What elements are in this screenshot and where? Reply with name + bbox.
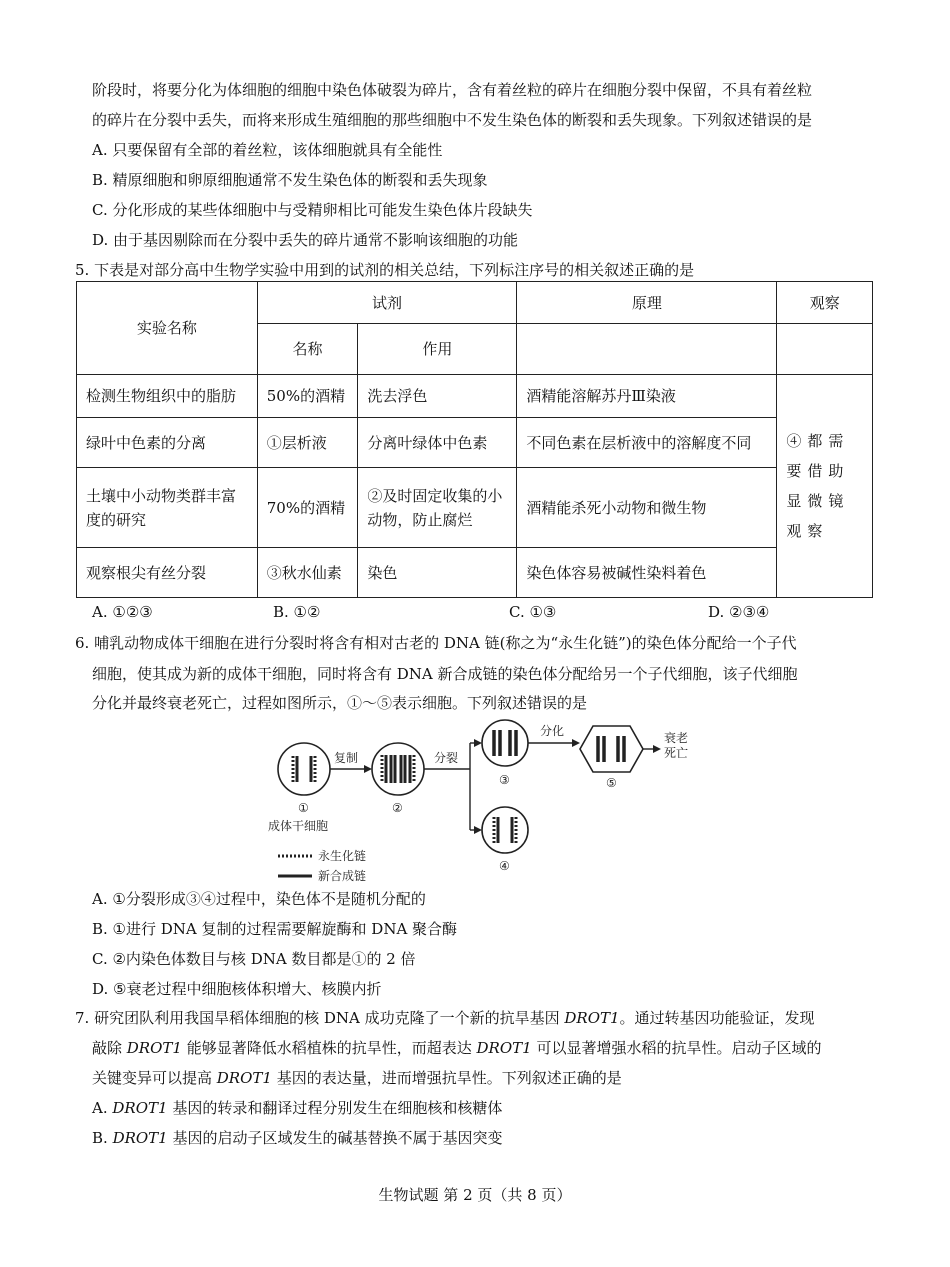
label-cell-5: ⑤: [606, 776, 617, 790]
q4-option-a: A. 只要保留有全部的着丝粒，该体细胞就具有全能性: [92, 141, 443, 159]
q5-stem: 5. 下表是对部分高中生物学实验中用到的试剂的相关总结，下列标注序号的相关叙述正确的是: [75, 261, 695, 279]
cell-experiment: 检测生物组织中的脂肪: [77, 375, 258, 418]
page-footer: 生物试题 第 2 页（共 8 页）: [378, 1186, 572, 1204]
stem-cell-division-diagram: [260, 712, 700, 887]
cell-role: ②及时固定收集的小动物，防止腐烂: [358, 468, 517, 548]
cell-principle: 染色体容易被碱性染料着色: [517, 548, 777, 598]
q7-stem-1: 7. 研究团队利用我国旱稻体细胞的核 DNA 成功克隆了一个新的抗旱基因 DROT1。通过转基因功能验证，发现: [75, 1009, 815, 1027]
q7-option-b: B. DROT1 基因的启动子区域发生的碱基替换不属于基因突变: [92, 1129, 503, 1147]
q4-option-c: C. 分化形成的某些体细胞中与受精卵相比可能发生染色体片段缺失: [92, 201, 533, 219]
reagent-table: [76, 281, 873, 598]
cell-observation-merged: ④都需要借助显微镜观察: [777, 375, 873, 598]
cell-reagent: 50%的酒精: [257, 375, 358, 418]
q4-option-d: D. 由于基因剔除而在分裂中丢失的碎片通常不影响该细胞的功能: [92, 231, 519, 249]
q4-continuation-2: 的碎片在分裂中丢失，而将来形成生殖细胞的那些细胞中不发生染色体的断裂和丢失现象。下列叙述错误的是: [92, 111, 813, 129]
label-cell-4: ④: [499, 859, 510, 873]
cell-4: [482, 807, 528, 853]
label-adult-stem-cell: 成体干细胞: [268, 819, 329, 833]
q7-stem-3: 关键变异可以提高 DROT1 基因的表达量，进而增强抗旱性。下列叙述正确的是: [92, 1069, 622, 1087]
q6-stem-1: 6. 哺乳动物成体干细胞在进行分裂时将含有相对古老的 DNA 链(称之为“永生化链”)的染色体分配给一个子代: [75, 634, 797, 652]
header-principle-blank: [517, 324, 777, 375]
header-reagent: 试剂: [257, 282, 517, 324]
q6-option-a: A. ①分裂形成③④过程中，染色体不是随机分配的: [92, 890, 426, 908]
legend-new-strand-label: 新合成链: [318, 869, 367, 883]
cell-role: 分离叶绿体中色素: [358, 418, 517, 468]
q6-option-d: D. ⑤衰老过程中细胞核体积增大、核膜内折: [92, 980, 382, 998]
table-row: [77, 468, 873, 548]
q4-option-b: B. 精原细胞和卵原细胞通常不发生染色体的断裂和丢失现象: [92, 171, 488, 189]
label-divide: 分裂: [434, 751, 459, 765]
cell-principle: 不同色素在层析液中的溶解度不同: [517, 418, 777, 468]
cell-role: 洗去浮色: [358, 375, 517, 418]
cell-role: 染色: [358, 548, 517, 598]
cell-experiment: 土壤中小动物类群丰富度的研究: [77, 468, 258, 548]
q5-option-c: C. ①③: [509, 603, 557, 621]
label-cell-3: ③: [499, 773, 510, 787]
gene-name: DROT1: [216, 1069, 272, 1087]
q7-option-a: A. DROT1 基因的转录和翻译过程分别发生在细胞核和核糖体: [92, 1099, 503, 1117]
gene-name: DROT1: [112, 1129, 168, 1147]
label-death: 死亡: [664, 746, 689, 760]
q5-option-d: D. ②③④: [708, 603, 770, 621]
table-row: [77, 375, 873, 418]
cell-principle: 酒精能溶解苏丹Ⅲ染液: [517, 375, 777, 418]
label-aging: 衰老: [664, 731, 689, 745]
cell-reagent: ③秋水仙素: [257, 548, 358, 598]
cell-5: [580, 726, 643, 772]
q5-option-b: B. ①②: [273, 603, 321, 621]
gene-name: DROT1: [476, 1039, 532, 1057]
header-reagent-name: 名称: [257, 324, 358, 375]
header-observation: 观察: [777, 282, 873, 324]
label-differentiate: 分化: [540, 724, 565, 738]
gene-name: DROT1: [112, 1099, 168, 1117]
legend-old-strand-label: 永生化链: [318, 849, 367, 863]
q6-option-c: C. ②内染色体数目与核 DNA 数目都是①的 2 倍: [92, 950, 416, 968]
header-reagent-role: 作用: [358, 324, 517, 375]
cell-1: [278, 743, 330, 795]
cell-experiment: 观察根尖有丝分裂: [77, 548, 258, 598]
header-observation-blank: [777, 324, 873, 375]
table-row: [77, 418, 873, 468]
table-row: [77, 548, 873, 598]
q6-stem-3: 分化并最终衰老死亡，过程如图所示，①～⑤表示细胞。下列叙述错误的是: [92, 694, 588, 712]
cell-2: [372, 743, 424, 795]
q4-continuation-1: 阶段时，将要分化为体细胞的细胞中染色体破裂为碎片，含有着丝粒的碎片在细胞分裂中保留，不具有着丝粒: [92, 81, 813, 99]
label-replicate: 复制: [334, 751, 359, 765]
gene-name: DROT1: [126, 1039, 182, 1057]
label-cell-1: ①: [298, 801, 309, 815]
header-principle: 原理: [517, 282, 777, 324]
q5-option-a: A. ①②③: [92, 603, 153, 621]
cell-reagent: ①层析液: [257, 418, 358, 468]
gene-name: DROT1: [564, 1009, 620, 1027]
q6-stem-2: 细胞，使其成为新的成体干细胞，同时将含有 DNA 新合成链的染色体分配给另一个子代细胞，该子代细胞: [92, 665, 798, 683]
header-experiment-name: 实验名称: [77, 282, 258, 375]
cell-3: [482, 720, 528, 766]
label-cell-2: ②: [392, 801, 403, 815]
cell-reagent: 70%的酒精: [257, 468, 358, 548]
cell-principle: 酒精能杀死小动物和微生物: [517, 468, 777, 548]
q7-stem-2: 敲除 DROT1 能够显著降低水稻植株的抗旱性，而超表达 DROT1 可以显著增强水稻的抗旱性。启动子区域的: [92, 1039, 822, 1057]
cell-experiment: 绿叶中色素的分离: [77, 418, 258, 468]
q6-option-b: B. ①进行 DNA 复制的过程需要解旋酶和 DNA 聚合酶: [92, 920, 458, 938]
